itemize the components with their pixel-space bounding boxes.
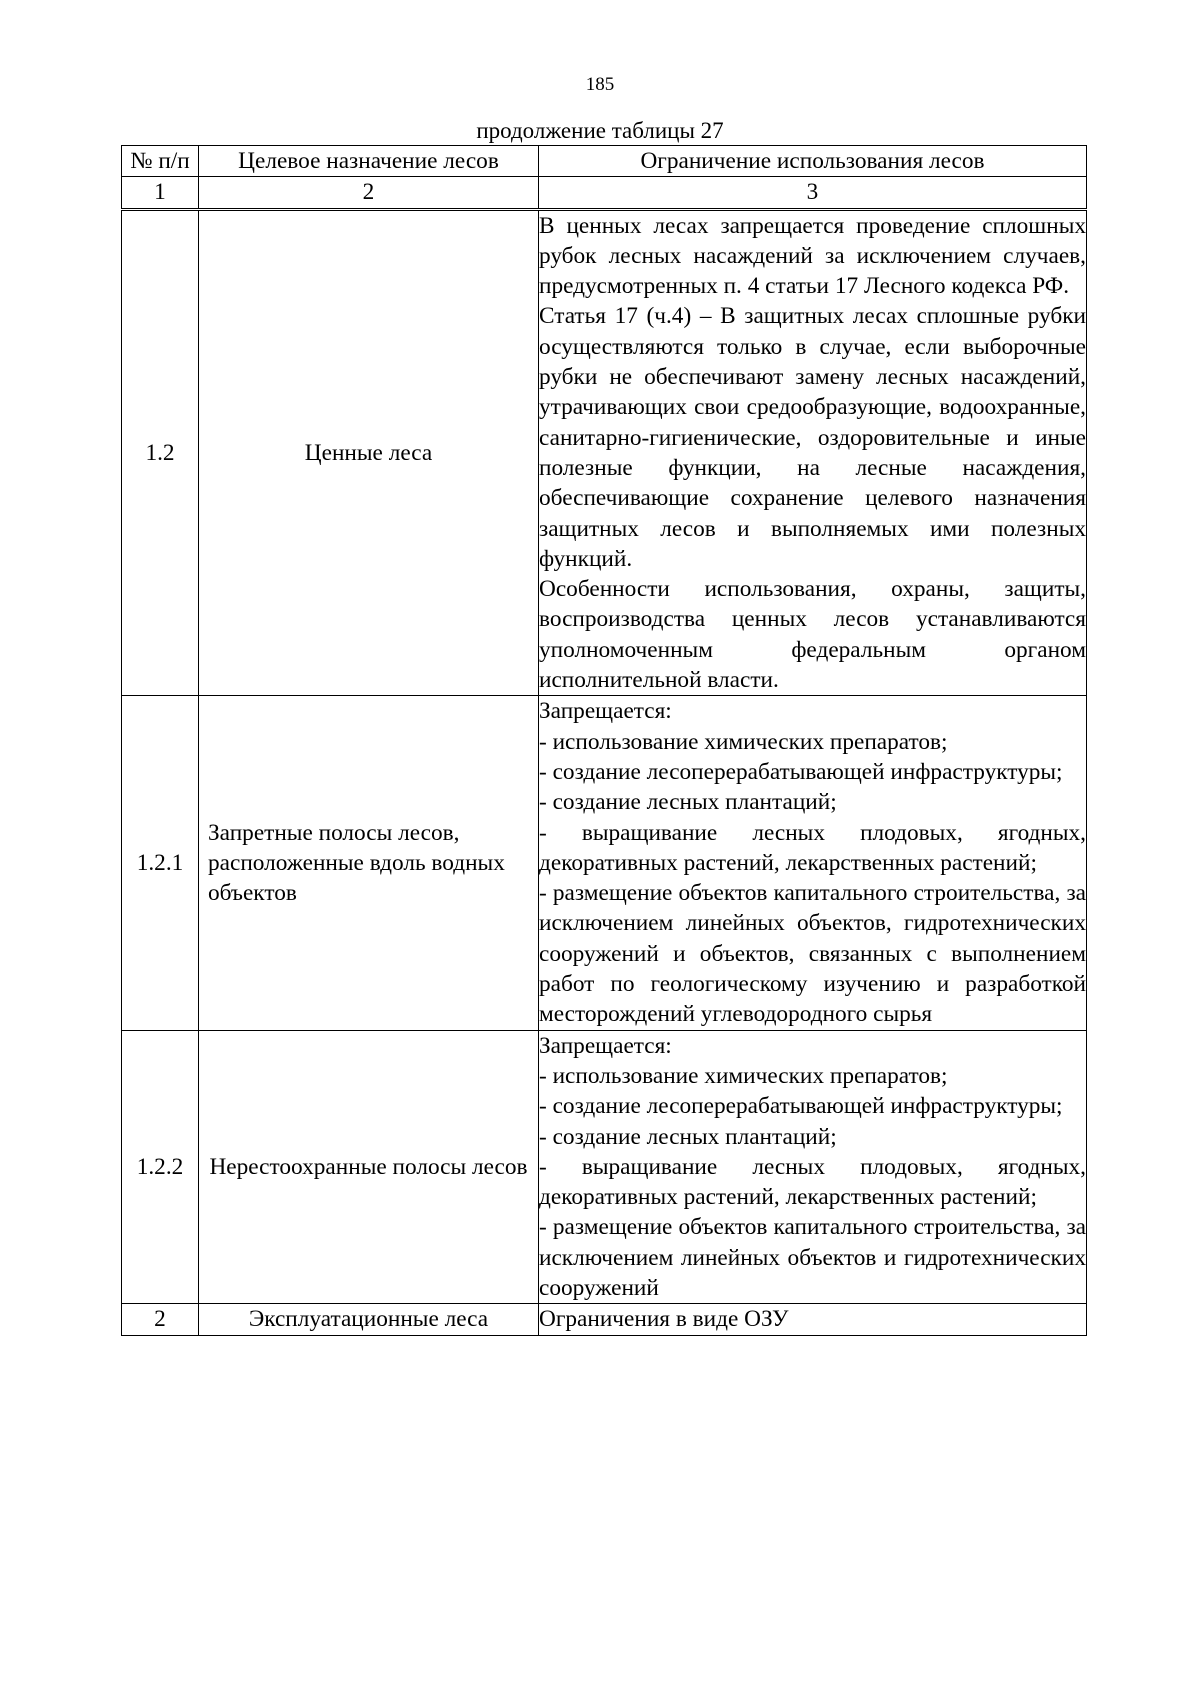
restriction-item: - размещение объектов капитального строительства, за исключением линейных объектов, гидротехнических сооружений и объектов, связанных с выполнением работ по геологическому изучению и разработкой месторождений углеводородного сырья (539, 880, 1086, 1028)
restriction-item: - использование химических препаратов; (539, 1062, 948, 1089)
column-number: 2 (199, 177, 539, 209)
column-number: 3 (539, 177, 1087, 209)
restriction-item: - выращивание лесных плодовых, ягодных, декоративных растений, лекарственных растений; (539, 819, 1086, 876)
table-row (122, 1030, 1087, 1304)
restriction-cell (539, 209, 1087, 696)
restriction-cell (539, 696, 1087, 1030)
forest-restrictions-table (121, 145, 1087, 1336)
forest-purpose: Нерестоохранные полосы лесов (199, 1030, 539, 1304)
restriction-item: Запрещается: (539, 1032, 672, 1059)
page-number: 185 (585, 74, 615, 95)
restriction-item: - использование химических препаратов; (539, 728, 948, 755)
restriction-item: Запрещается: (539, 698, 672, 725)
restriction-item: - выращивание лесных плодовых, ягодных, декоративных растений, лекарственных растений; (539, 1153, 1086, 1211)
row-number: 1.2.1 (122, 696, 199, 1030)
forest-purpose: Запретные полосы лесов, расположенные вдоль водных объектов (199, 696, 539, 1030)
restriction-cell (539, 1304, 1087, 1335)
table-row (122, 209, 1087, 696)
restriction-item: Ограничения в виде ОЗУ (539, 1306, 789, 1333)
restriction-item: - размещение объектов капитального строительства, за исключением линейных объектов и гидротехнических сооружений (539, 1214, 1086, 1301)
restriction-item: - создание лесоперерабатывающей инфраструктуры; (539, 758, 1063, 785)
forest-purpose: Ценные леса (199, 209, 539, 696)
restriction-item: - создание лесных плантаций; (539, 1123, 837, 1150)
column-number-row (122, 177, 1087, 209)
restriction-cell (539, 1030, 1087, 1304)
row-number: 1.2 (122, 209, 199, 696)
restriction-item: - создание лесных плантаций; (539, 789, 837, 816)
row-number: 2 (122, 1304, 199, 1335)
table-row (122, 696, 1087, 1030)
column-number: 1 (122, 177, 199, 209)
row-number: 1.2.2 (122, 1030, 199, 1304)
restriction-paragraph: Статья 17 (ч.4) – В защитных лесах сплошные рубки осуществляются только в случае, если выборочные рубки не обеспечивают замену лесных насаждений, утрачивающих свои средообразующие, водоохранные, санитарно-гигиенические, оздоровительные и иные полезные функции, на лесные насаждения, обеспечивающие сохранение целевого назначения защитных лесов и выполняемых ими полезных функций. (539, 303, 1086, 572)
header-purpose: Целевое назначение лесов (199, 146, 539, 177)
restriction-paragraph: Особенности использования, охраны, защиты, воспроизводства ценных лесов устанавливаются уполномоченным федеральным органом исполнительной власти. (539, 576, 1086, 694)
forest-purpose: Эксплуатационные леса (199, 1304, 539, 1335)
table-row (122, 1304, 1087, 1335)
header-restriction: Ограничение использования лесов (539, 146, 1087, 177)
restriction-item: - создание лесоперерабатывающей инфраструктуры; (539, 1093, 1063, 1120)
header-number: № п/п (122, 146, 199, 177)
table-caption: продолжение таблицы 27 (476, 118, 724, 143)
restriction-paragraph: В ценных лесах запрещается проведение сплошных рубок лесных насаждений за исключением случаев, предусмотренных п. 4 статьи 17 Лесного кодекса РФ. (539, 212, 1086, 300)
table-header-row (122, 146, 1087, 177)
